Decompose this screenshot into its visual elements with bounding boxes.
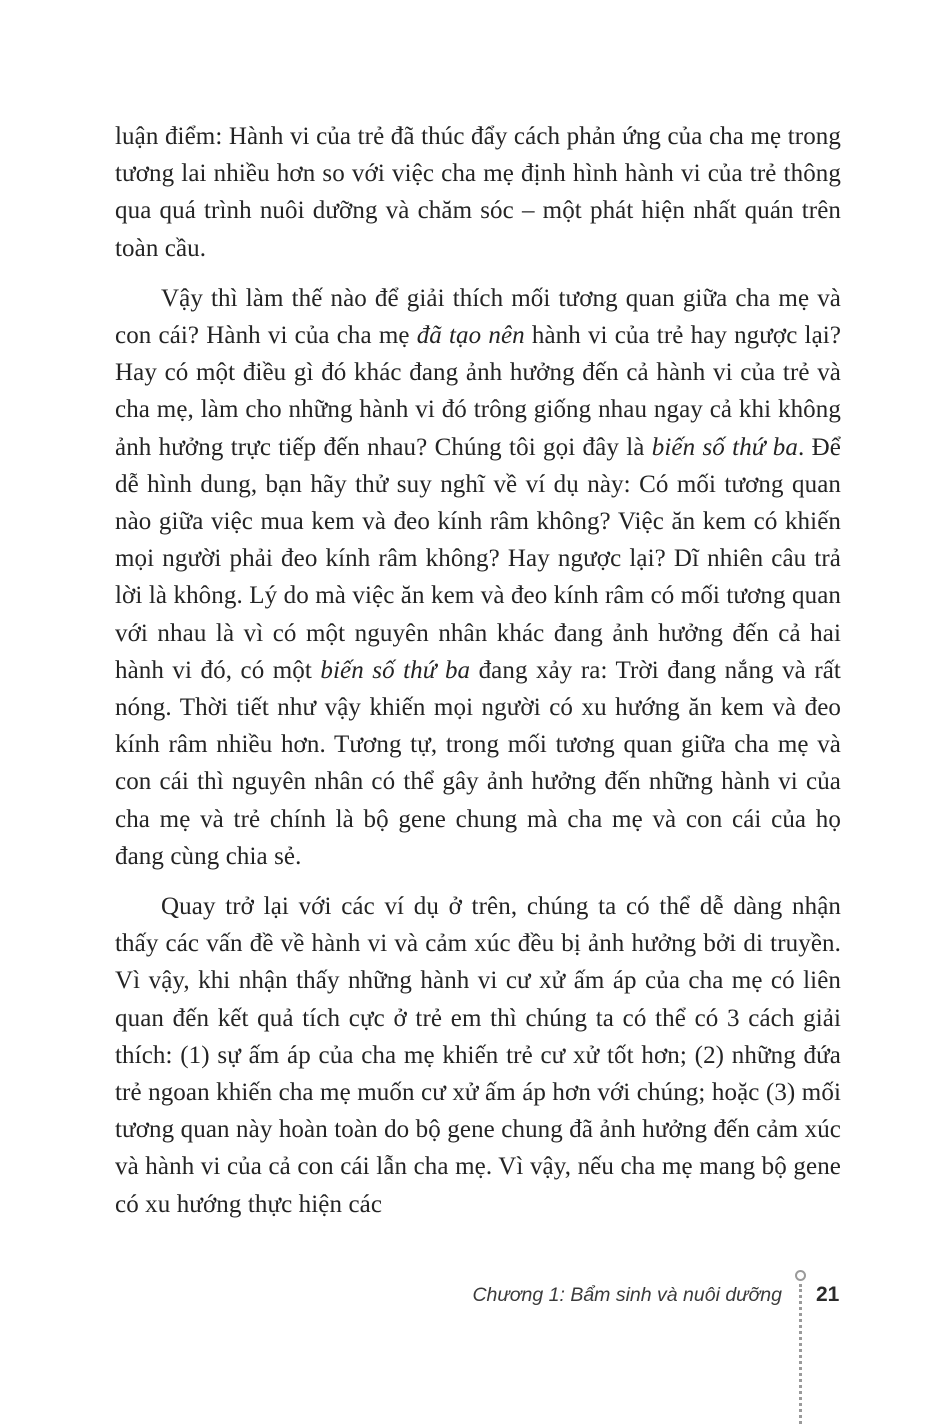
body-text: Vậy thì làm thế nào để giải thích mối tương quan giữa cha mẹ và con cái? Hành vi của cha mẹ (115, 284, 841, 350)
body-text: . Để dễ hình dung, bạn hãy thử suy nghĩ về ví dụ này: Có mối tương quan nào giữa việc mua kem và đeo kính râm không? Việc ăn kem có khiến mọi người phải đeo kính râm không? Hay ngược lại? Dĩ nhiên câu trả lời là không. Lý do mà việc ăn kem và đeo kính râm có mối tương quan với nhau là vì có một nguyên nhân khác đang ảnh hưởng đến cả hai hành vi đó, có một (115, 433, 841, 684)
italic-body-text: biến số thứ ba (320, 656, 471, 684)
body-text: hành vi của trẻ hay ngược lại? Hay có một điều gì đó khác đang ảnh hưởng đến cả hành vi của trẻ và cha mẹ, làm cho những hành vi đó trông giống nhau ngay cả khi không ảnh hưởng trực tiếp đến nhau? Chúng tôi gọi đây là (115, 322, 842, 461)
italic-body-text: biến số thứ ba (651, 433, 799, 461)
paragraph (115, 118, 841, 267)
italic-body-text: đã tạo nên (416, 322, 525, 350)
paragraph (115, 280, 841, 875)
body-text: đang xảy ra: Trời đang nắng và rất nóng. Thời tiết như vậy khiến mọi người có xu hướng ăn kem và đeo kính râm nhiều hơn. Tương tự, trong mối tương quan giữa cha mẹ và con cái thì nguyên nhân có thể gây ảnh hưởng đến những hành vi của cha mẹ và trẻ chính là bộ gene chung mà cha mẹ và con cái của họ đang cùng chia sẻ. (115, 656, 841, 870)
footer-chapter-label: Chương 1: Bẩm sinh và nuôi dưỡng (472, 1284, 782, 1306)
page-text (115, 118, 841, 1236)
body-text: Quay trở lại với các ví dụ ở trên, chúng ta có thể dễ dàng nhận thấy các vấn đề về hành vi và cảm xúc đều bị ảnh hưởng bởi di truyền. Vì vậy, khi nhận thấy những hành vi cư xử ấm áp của cha mẹ có liên quan đến kết quả tích cực ở trẻ em thì chúng ta có thể có 3 cách giải thích: (1) sự ấm áp của cha mẹ khiến trẻ cư xử tốt hơn; (2) những đứa trẻ ngoan khiến cha mẹ muốn cư xử ấm áp hơn với chúng; hoặc (3) mối tương quan này hoàn toàn do bộ gene chung đã ảnh hưởng đến cảm xúc và hành vi của cả con cái lẫn cha mẹ. Vì vậy, nếu cha mẹ mang bộ gene có xu hướng thực hiện các (115, 893, 841, 1218)
footer-dotted-divider (799, 1284, 802, 1424)
footer-page-number: 21 (816, 1283, 840, 1306)
paragraph (115, 888, 841, 1223)
body-text: luận điểm: Hành vi của trẻ đã thúc đẩy cách phản ứng của cha mẹ trong tương lai nhiều hơn so với việc cha mẹ định hình hành vi của trẻ thông qua quá trình nuôi dưỡng và chăm sóc – một phát hiện nhất quán trên toàn cầu. (115, 123, 841, 262)
footer-divider-ornament (795, 1270, 806, 1281)
